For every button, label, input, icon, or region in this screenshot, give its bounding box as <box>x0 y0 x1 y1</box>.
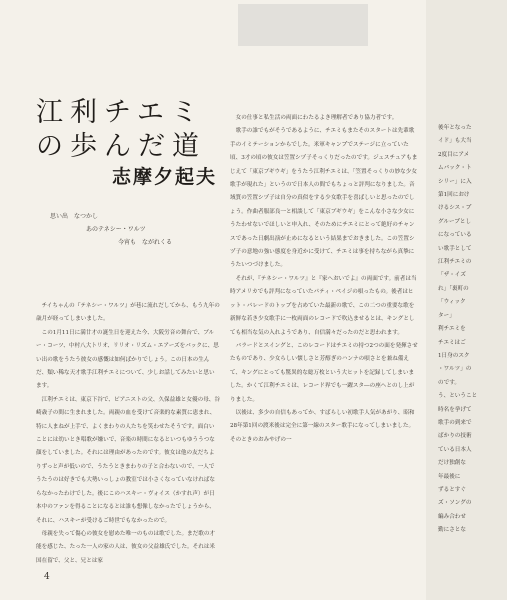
title-line: の歩んだ道 <box>36 131 206 162</box>
paragraph: 女の仕事と私生活の両面にわたるよき理解者であり協力者です。 <box>235 115 398 121</box>
text-line: グループとし <box>438 218 472 225</box>
text-line: 「ウィック <box>438 299 466 306</box>
text-line: ター」 <box>438 312 455 319</box>
text-line: 第1回におけ <box>438 192 470 199</box>
verse-line: 思い出 なつかし <box>50 213 99 220</box>
page-number: 4 <box>44 572 50 582</box>
text-line: だけ独創な <box>438 460 466 467</box>
text-line: ズ・ソングの <box>438 500 472 507</box>
text-line: う、ということ <box>438 393 478 400</box>
text-line: 2度目にアメ <box>438 151 470 158</box>
paragraph: 江利チエミは、東京下谷で、ピアニストの父、久保益雄と女優の母、谷崎歳子の間に生まれました。両親の血を受けて音楽的な素質に恵まれ、特に人まねが上手で、よくまわりの人たちを笑わせたそうです。面白いことには幼いとき唱歌が嫌いで、音楽の時間になるといつもゆううつな顔をしていました。それには理由があったのです。彼女は他の友だちよりずっと声が低いので、うたうときまわりの子と合わないので、一人でうたうのは好きでも大勢いっしょの教室では小さくなっていなければならなかったわけでした。後にこのハスキー・ヴォイス（かすれ声）が日本中のファンを得ることになるとは誰も想像しなかったでしょうから、それに、ハスキーが受けるご時世でもなかったので。 <box>36 396 220 524</box>
text-line: チエミはご <box>438 339 466 346</box>
text-line: 1日身のスク <box>438 352 470 359</box>
header-tint-block <box>238 4 368 46</box>
text-line: 江利チエミの <box>438 259 472 266</box>
next-page-edge <box>426 0 507 600</box>
text-line: 「ザ・イズ <box>438 272 466 279</box>
text-line: けるシス・プ <box>438 205 472 212</box>
text-line: ずるとすぐ <box>438 486 466 493</box>
author-name: 志摩夕起夫 <box>112 166 218 188</box>
text-line: 後年となった <box>438 125 472 131</box>
text-line: のです。 <box>438 379 460 386</box>
text-line: ている日本人 <box>438 446 472 453</box>
verse-line: 今宵も ながれくる <box>118 239 173 246</box>
text-line: ムバック・ト <box>438 165 472 172</box>
text-line: 勤にさとな <box>438 527 466 534</box>
paragraph: バラードとスイングと、このレコードはチエミの持つ2つの面を発揮させたものであり、少女らしい懐しさと芳醇ぎのハンナの唄さとを兼ね備えて、キングにとっても驚異的な総万枚という大ヒットを記録してしまいました。かくて江利チエミは、レコード界でも一躍スタ―の座へとのし上がりました。 <box>230 342 418 403</box>
text-line: 編み合わせ <box>438 513 466 520</box>
paragraph: チイちゃんの『テネシー・ワルツ』が巷に流れだしてから、もう九年の歳月が経ってしまいました。 <box>36 303 220 323</box>
text-line: イド」も大当 <box>438 138 472 145</box>
text-line: ばかりの技術 <box>438 433 472 440</box>
next-page-column <box>438 122 502 538</box>
article-title <box>36 96 206 164</box>
lyric-verse <box>36 210 216 249</box>
title-line: 江利チエミ <box>36 97 205 128</box>
text-line: 利チエミを <box>438 326 466 333</box>
text-line: 年最後に <box>438 473 461 480</box>
body-column-left <box>36 300 220 568</box>
text-line: 歌手の到来で <box>438 419 472 426</box>
paragraph: 母親を失って傷心の彼女を慰めた唯一のものは歌でした。まだ歌の才能を感じた、たった一人の家の人は、彼女の父益雄氏でした。それは米国在留で、父と、兄とは家 <box>36 530 216 564</box>
text-line: 時名を挙げて <box>438 406 472 413</box>
paragraph: それが、『テネシー・ワルツ』と『家へおいでよ』の両面です。前者は当時アメリカでも評判になっていたパティ・ペイジの唄ったもの。後者はヒット・パレードのトップを占めていた最新の歌で、この二つの重要な歌を新鮮な若き少女歌手に一枚両面のレコードで吹込ませるとは、キングとしても相当な気の入れようであり、自信満々だったのだと思われます。 <box>230 275 417 336</box>
text-line: になっている <box>438 232 472 239</box>
text-line: い歌手として <box>438 245 472 252</box>
text-line: れ」「裏町の <box>438 285 469 292</box>
verse-line: あのテネシー・ワルツ <box>86 226 146 233</box>
paragraph: この1月11日に満廿才の誕生日を迎えた今、大阪労音の舞台で、ブルー・コーツ、中村八大トリオ、リリオ・リズム・エアーズをバックに、思い出の歌をうたう彼女の感慨は如何ばかりでしょう。この日本の生んだ、類い稀な天才歌手江利チエミについて、少しお話してみたいと思います。 <box>36 329 219 390</box>
paragraph: 以後は、多少の自信もあってか、すばらしい初歌手人気があがり、昭和28年第1回の渡米後は完全に第一線のスター歌手になってしまいました。そのときのおみやげの一 <box>230 409 415 443</box>
body-column-right <box>230 112 418 447</box>
paragraph: 歌手の誰でもがそうであるように、チエミもまたそのスタートは先輩歌手のイミテーションからでした。米軍キャンプでステージに立っていた頃、3才の頃の彼女は笠置シヅ子そっくりだったのです。ジェスチュアもまじえて「東京ブギウギ」をうたう江利チエミは、「笠置そっくりの妙な少女歌手が現れた」というので日本人の間でもちょっと評判になりました。音域質の笠置シヅ子は自分の真似をする少女歌手を喜ばしいと思ったのでしょう。作曲者服部良一と相談して「東京ブギウギ」をこんな小さな少女にうたわせないでほしいと申入れ、そのためにチエミにとって絶好のチャンスであった日劇出演が止めになるという結果までおきました。この笠置シヅ子の意地の強い態度を身近かに受けて、チエミは事を持ちながら真摯にうたいつづけました。 <box>230 128 418 269</box>
text-line: ・ワルツ」の <box>438 366 472 373</box>
text-line: シリー」に入 <box>438 178 472 185</box>
